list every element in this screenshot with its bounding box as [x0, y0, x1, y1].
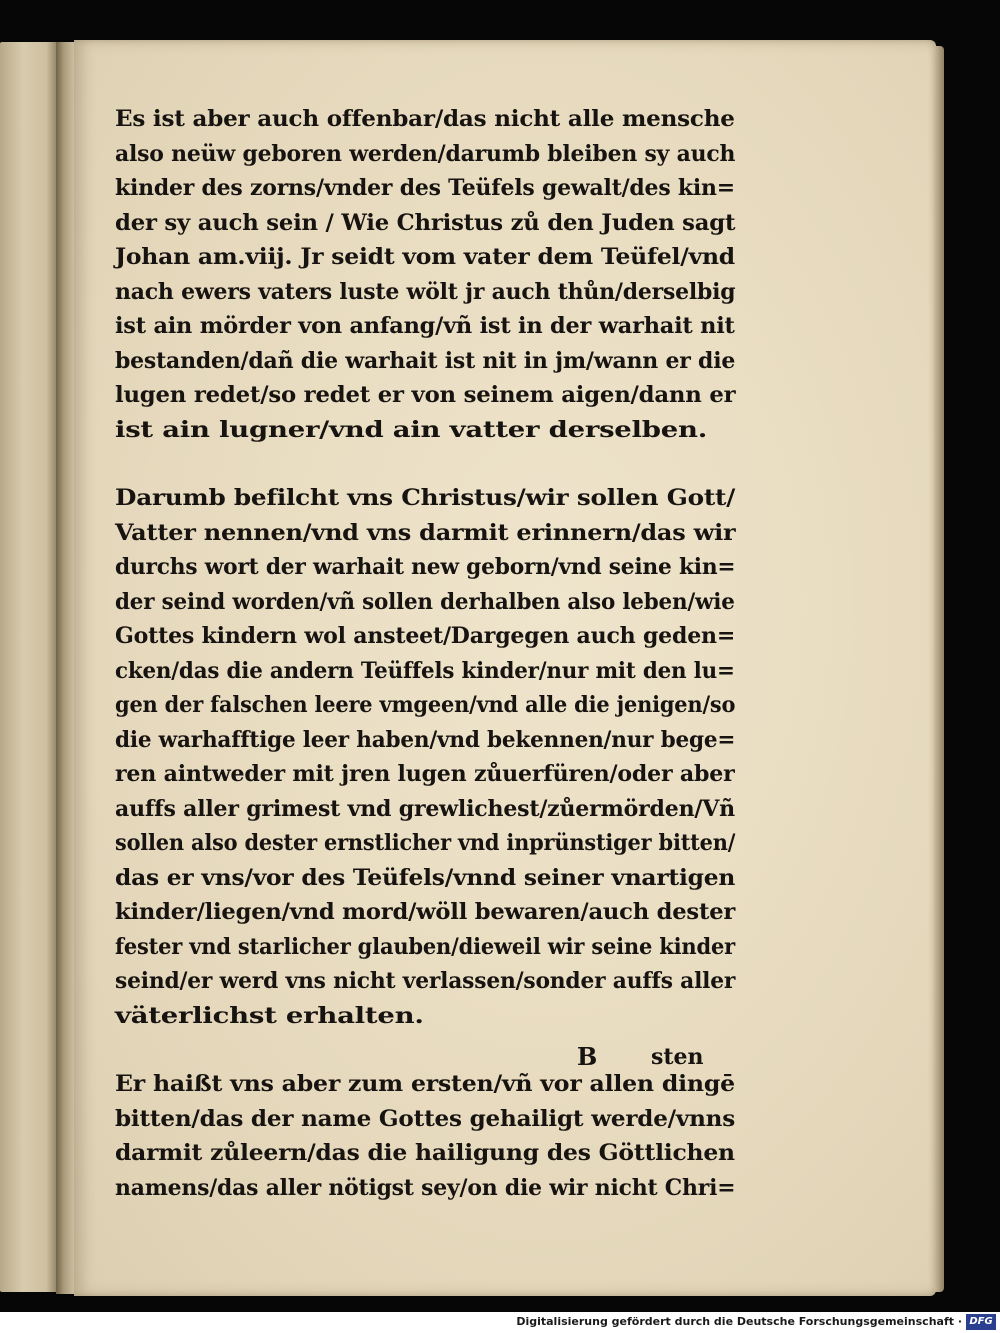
text-line: ren aintweder mit jren lugen zůuerfüren/oder aber [115, 761, 735, 787]
page-footer [115, 1040, 715, 1074]
text-line: darmit zůleern/das die hailigung des Göttlichen [115, 1140, 735, 1166]
text-line: seind/er werd vns nicht verlassen/sonder auffs aller [115, 968, 736, 994]
text-line: nach ewers vaters luste wölt jr auch thůn/derselbig [115, 278, 736, 305]
facing-page-edge [0, 42, 58, 1292]
text-line: auffs aller grimest vnd grewlichest/zůermörden/Vñ [115, 795, 735, 822]
text-line: väterlichst erhalten. [115, 1002, 424, 1029]
text-line: kinder/liegen/vnd mord/wöll bewaren/auch dester [115, 899, 736, 925]
text-line: ist ain mörder von anfang/vñ ist in der warhait nit [115, 313, 735, 339]
paragraph-2 [115, 481, 750, 1033]
signature-mark: B [577, 1042, 598, 1071]
text-line: Es ist aber auch offenbar/das nicht alle mensche [115, 106, 735, 132]
text-line: durchs wort der warhait new geborn/vnd seine kin= [115, 554, 736, 580]
dfg-logo-icon: DFG [966, 1314, 996, 1330]
text-line: bitten/das der name Gottes gehailigt werde/vnns [115, 1105, 736, 1132]
text-line: Er haißt vns aber zum ersten/vñ vor allen dingē [115, 1071, 735, 1097]
paragraph-3 [115, 1067, 750, 1205]
text-line: Johan am.viij. Jr seidt vom vater dem Teüfel/vnd [115, 244, 735, 270]
text-line: Darumb befilcht vns Christus/wir sollen Gott/ [115, 485, 736, 511]
text-line: kinder des zorns/vnder des Teüfels gewalt/des kin= [115, 175, 735, 201]
text-line: der seind worden/vñ sollen derhalben also leben/wie [115, 588, 735, 615]
text-line: das er vns/vor des Teüfels/vnnd seiner vnartigen [115, 864, 736, 891]
text-line: also neüw geboren werden/darumb bleiben sy auch [115, 140, 736, 167]
text-line: fester vnd starlicher glauben/dieweil wir seine kinder [115, 933, 735, 960]
text-line: die warhafftige leer haben/vnd bekennen/nur bege= [115, 726, 736, 753]
page-fore-edge [934, 46, 944, 1292]
text-line: sollen also dester ernstlicher vnd inprünstiger bitten/ [115, 830, 736, 856]
credit-text: Digitalisierung gefördert durch die Deutsche Forschungsgemeinschaft · [516, 1315, 962, 1328]
catchword: sten [651, 1044, 704, 1070]
text-line: lugen redet/so redet er von seinem aigen/dann er [115, 382, 736, 408]
text-line: gen der falschen leere vmgeen/vnd alle die jenigen/so [115, 692, 736, 718]
credit-bar [0, 1312, 1000, 1333]
text-line: namens/das aller nötigst sey/on die wir nicht Chri= [115, 1174, 736, 1201]
paragraph-1 [115, 102, 750, 447]
text-line: cken/das die andern Teüffels kinder/nur mit den lu= [115, 657, 735, 684]
text-line: Gottes kindern wol ansteet/Dargegen auch geden= [115, 623, 736, 649]
text-line: ist ain lugner/vnd ain vatter derselben. [115, 416, 708, 443]
text-line: der sy auch sein / Wie Christus zů den Juden sagt [115, 209, 736, 236]
text-line: Vatter nennen/vnd vns darmit erinnern/das wir [115, 519, 736, 546]
text-line: bestanden/dañ die warhait ist nit in jm/wann er die [115, 347, 736, 374]
